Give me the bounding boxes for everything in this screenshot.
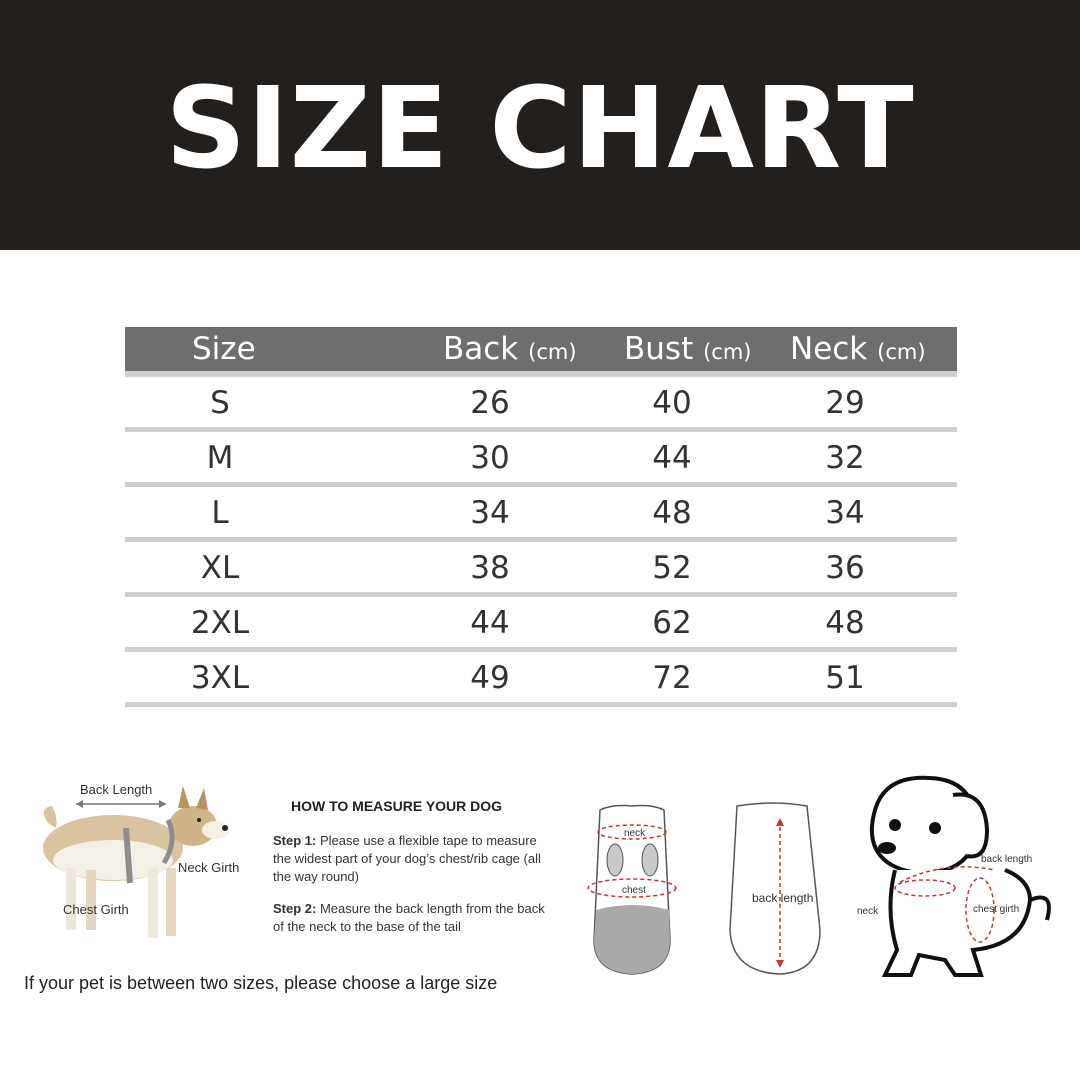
size-table bbox=[125, 327, 957, 707]
back-length-label: Back Length bbox=[80, 782, 153, 797]
back-cell: 26 bbox=[470, 385, 510, 421]
table-row bbox=[125, 542, 957, 597]
measuring-guide bbox=[0, 760, 1080, 1080]
puppy-neck-label: neck bbox=[857, 906, 879, 917]
neck-cell: 29 bbox=[825, 385, 865, 421]
puppy-chest-girth-label: chest girth bbox=[973, 904, 1020, 915]
header-neck: Neck (cm) bbox=[790, 331, 926, 367]
neck-girth-label: Neck Girth bbox=[178, 860, 240, 875]
step-1: Step 1: Please use a flexible tape to measure the widest part of your dog’s chest/rib cage (all the way round) bbox=[273, 833, 541, 884]
neck-cell: 36 bbox=[825, 550, 865, 586]
size-cell: S bbox=[210, 385, 230, 421]
neck-cell: 34 bbox=[825, 495, 865, 531]
size-advice-note: If your pet is between two sizes, please choose a large size bbox=[24, 973, 498, 993]
bust-cell: 40 bbox=[652, 385, 692, 421]
bust-cell: 62 bbox=[652, 605, 692, 641]
measure-title: HOW TO MEASURE YOUR DOG bbox=[291, 798, 503, 814]
back-cell: 34 bbox=[470, 495, 510, 531]
chest-girth-label: Chest Girth bbox=[63, 902, 129, 917]
neck-cell: 48 bbox=[825, 605, 865, 641]
bust-cell: 52 bbox=[652, 550, 692, 586]
size-cell: 2XL bbox=[190, 605, 250, 641]
back-cell: 49 bbox=[470, 660, 510, 696]
dog-illustration-icon bbox=[18, 768, 268, 968]
bust-cell: 44 bbox=[652, 440, 692, 476]
dog-photo-diagram bbox=[18, 768, 268, 968]
header-size: Size bbox=[192, 331, 256, 367]
size-cell: XL bbox=[200, 550, 240, 586]
table-row bbox=[125, 377, 957, 432]
garment-chest-label: chest bbox=[622, 885, 646, 896]
step-2: Step 2: Measure the back length from the back of the neck to the base of the tail bbox=[273, 901, 545, 934]
header-back: Back (cm) bbox=[443, 331, 577, 367]
bust-cell: 72 bbox=[652, 660, 692, 696]
size-cell: L bbox=[211, 495, 229, 531]
table-header bbox=[125, 327, 957, 377]
neck-cell: 51 bbox=[825, 660, 865, 696]
how-to-measure bbox=[273, 798, 553, 950]
header-bust: Bust (cm) bbox=[624, 331, 752, 367]
back-cell: 44 bbox=[470, 605, 510, 641]
bust-cell: 48 bbox=[652, 495, 692, 531]
garment-diagram bbox=[582, 790, 852, 980]
puppy-diagram bbox=[855, 770, 1065, 990]
title-banner bbox=[0, 0, 1080, 250]
puppy-back-length-label: back length bbox=[981, 854, 1033, 865]
table-row bbox=[125, 597, 957, 652]
page-title: SIZE CHART bbox=[165, 64, 915, 194]
back-cell: 38 bbox=[470, 550, 510, 586]
table-row bbox=[125, 652, 957, 707]
garment-illustration-icon bbox=[582, 790, 852, 980]
puppy-illustration-icon bbox=[855, 770, 1065, 990]
back-cell: 30 bbox=[470, 440, 510, 476]
table-row bbox=[125, 432, 957, 487]
table-row bbox=[125, 487, 957, 542]
garment-neck-label: neck bbox=[624, 828, 646, 839]
size-cell: M bbox=[206, 440, 234, 476]
garment-back-length-label: back length bbox=[752, 891, 814, 905]
size-cell: 3XL bbox=[190, 660, 250, 696]
neck-cell: 32 bbox=[825, 440, 865, 476]
